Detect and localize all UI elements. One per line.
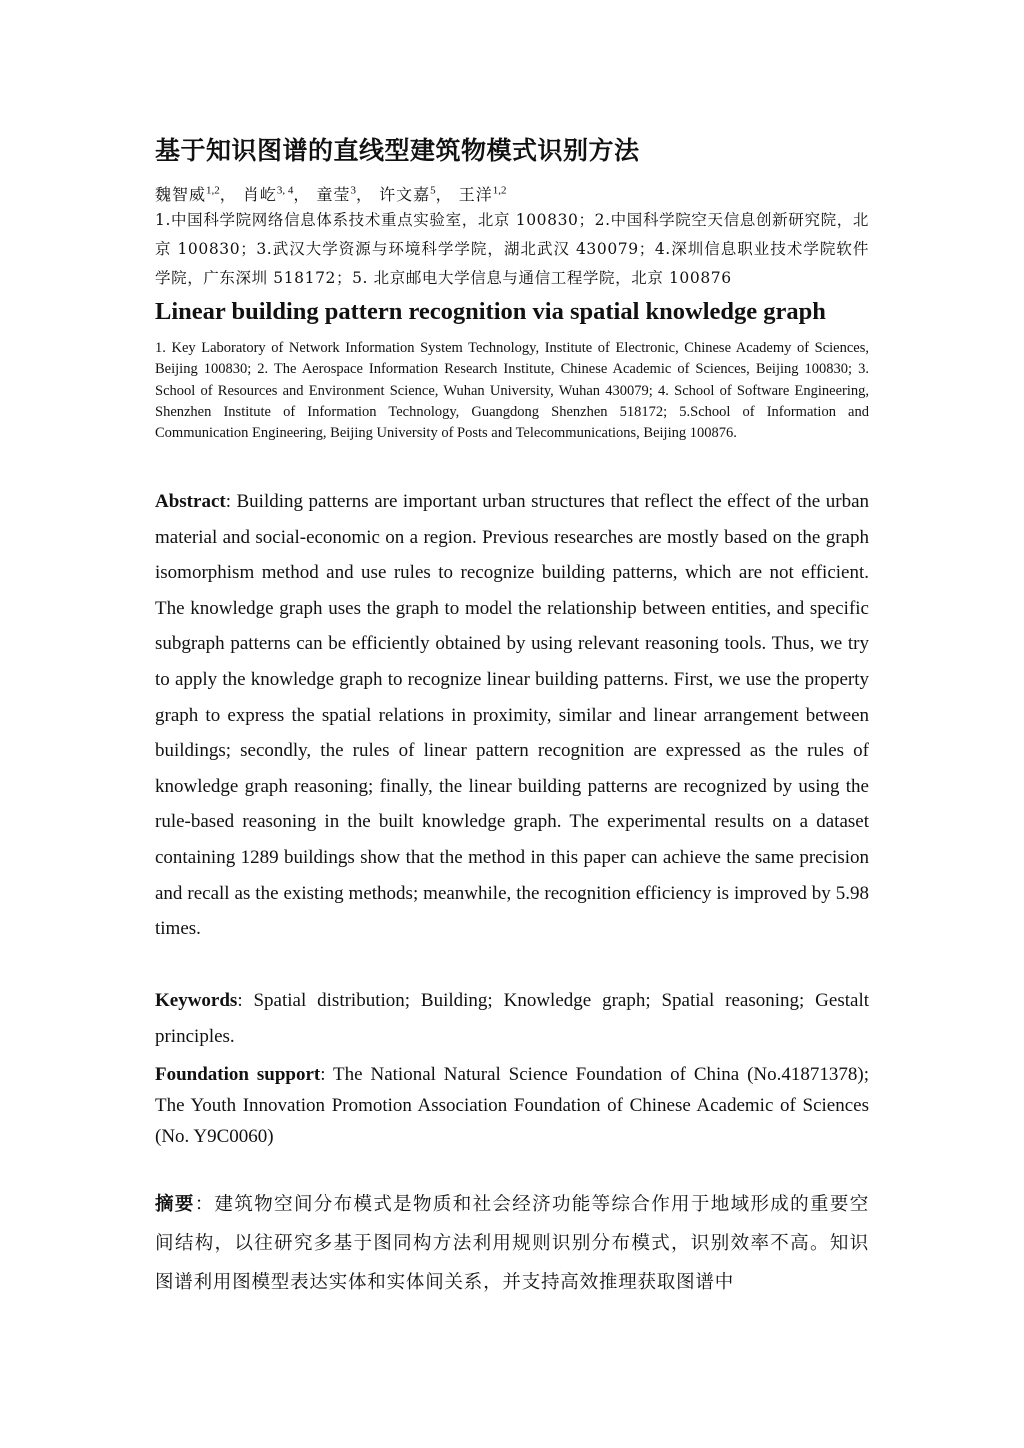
foundation-support (155, 1059, 869, 1152)
foundation-text: : The National Natural Science Foundation of China (No.41871378); The Youth Innovation Promotion Association Foundation of Chinese Academic of Sciences (No. Y9C0060) (155, 1064, 869, 1147)
foundation-label: Foundation support (155, 1064, 321, 1085)
abstract-cn (155, 1185, 869, 1302)
author: 童莹$^3$， (316, 185, 374, 205)
abstract-cn-text: ：建筑物空间分布模式是物质和社会经济功能等综合作用于地域形成的重要空间结构，以往研究多基于图同构方法利用规则识别分布模式，识别效率不高。知识图谱利用图模型表达实体和实体间关系，并支持高效推理获取图谱中 (155, 1194, 869, 1293)
author: 王洋$^{1,2}$ (458, 185, 507, 205)
keywords-label: Keywords (155, 990, 238, 1011)
abstract-en (155, 484, 869, 947)
abstract-cn-label: 摘要 (155, 1194, 195, 1215)
authors-cn (155, 180, 869, 206)
keywords-text: : Spatial distribution; Building; Knowledge graph; Spatial reasoning; Gestalt principles. (155, 990, 869, 1047)
author: 许文嘉$^5$， (379, 185, 453, 205)
keywords-en (155, 983, 869, 1054)
author: 魏智威$^{1,2}$， (155, 185, 237, 205)
affiliations-en: 1. Key Laboratory of Network Information System Technology, Institute of Electronic, Chinese Academy of Sciences, Beijing 100830; 2. The Aerospace Information Research Institute, Chinese Academic of Sciences, Beijing 100830; 3. School of Resources and Environment Science, Wuhan University, Wuhan 430079; 4. School of Software Engineering, Shenzhen Institute of Information Technology, Guangdong Shenzhen 518172; 5.School of Information and Communication Engineering, Beijing University of Posts and Telecommunications, Beijing 100876. (155, 340, 869, 442)
title-cn: 基于知识图谱的直线型建筑物模式识别方法 (155, 136, 640, 165)
affiliations-cn: 1.中国科学院网络信息体系技术重点实验室，北京 100830；2.中国科学院空天信息创新研究院，北京 100830；3.武汉大学资源与环境科学学院，湖北武汉 430079；4.深圳信息职业技术学院软件学院，广东深圳 518172；5. 北京邮电大学信息与通信工程学院，北京 100876 (155, 211, 869, 287)
abstract-text: : Building patterns are important urban structures that reflect the effect of the urban material and social-economic on a region. Previous researches are mostly based on the graph isomorphism method and use rules to recognize building patterns, which are not efficient. The knowledge graph uses the graph to model the relationship between entities, and specific subgraph patterns can be efficiently obtained by using relevant reasoning tools. Thus, we try to apply the knowledge graph to recognize linear building patterns. First, we use the property graph to express the spatial relations in proximity, similar and linear arrangement between buildings; secondly, the rules of linear pattern recognition are expressed as the rules of knowledge graph reasoning; finally, the linear building patterns are recognized by using the rule-based reasoning in the built knowledge graph. The experimental results on a dataset containing 1289 buildings show that the method in this paper can achieve the same precision and recall as the existing methods; meanwhile, the recognition efficiency is improved by 5.98 times. (155, 491, 869, 940)
author: 肖屹$^{3, 4}$， (242, 185, 311, 205)
abstract-label: Abstract (155, 491, 226, 512)
title-en: Linear building pattern recognition via spatial knowledge graph (155, 298, 826, 325)
